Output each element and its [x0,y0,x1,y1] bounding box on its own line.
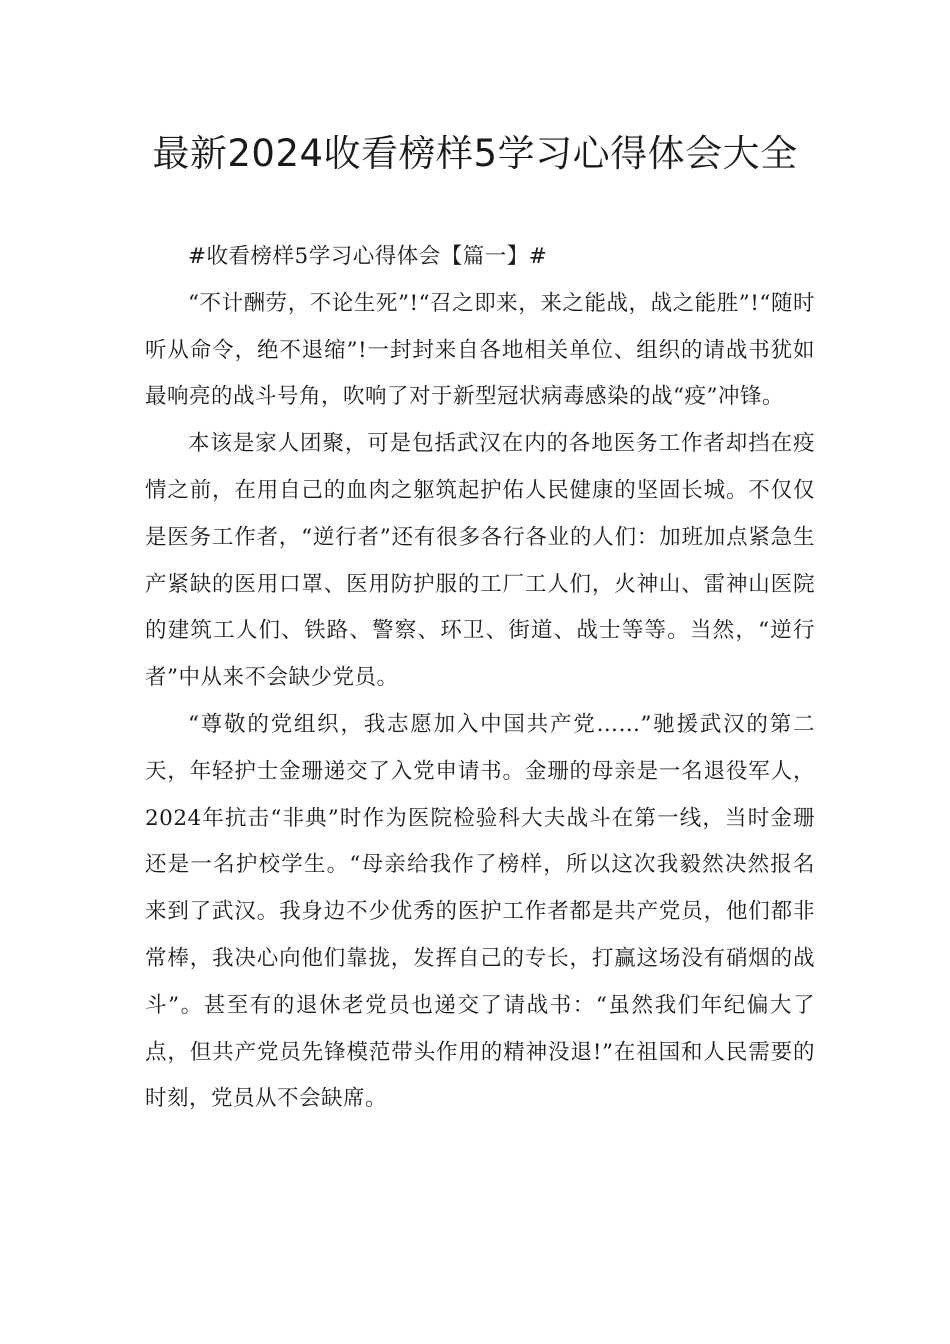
document-body [145,234,815,1123]
section-heading: #收看榜样5学习心得体会【篇一】# [188,244,548,269]
paragraph: 本该是家人团聚，可是包括武汉在内的各地医务工作者却挡在疫情之前，在用自己的血肉之躯筑起护佑人民健康的坚固长城。不仅仅是医务工作者，“逆行者”还有很多各行各业的人们：加班加点紧急生产紧缺的医用口罩、医用防护服的工厂工人们，火神山、雷神山医院的建筑工人们、铁路、警察、环卫、街道、战士等等。当然，“逆行者”中从来不会缺少党员。 [145,431,815,691]
document-title: 最新2024收看榜样5学习心得体会大全 [152,132,798,175]
paragraph: “不计酬劳，不论生死”!“召之即来，来之能战，战之能胜”!“随时听从命令，绝不退缩”!一封封来自各地相关单位、组织的请战书犹如最响亮的战斗号角，吹响了对于新型冠状病毒感染的战“疫”冲锋。 [145,290,815,410]
paragraph: “尊敬的党组织，我志愿加入中国共产党……”驰援武汉的第二天，年轻护士金珊递交了入党申请书。金珊的母亲是一名退役军人，2024年抗击“非典”时作为医院检验科大夫战斗在第一线，当时金珊还是一名护校学生。“母亲给我作了榜样，所以这次我毅然决然报名来到了武汉。我身边不少优秀的医护工作者都是共产党员，他们都非常棒，我决心向他们靠拢，发挥自己的专长，打赢这场没有硝烟的战斗”。甚至有的退休老党员也递交了请战书：“虽然我们年纪偏大了点，但共产党员先锋模范带头作用的精神没退!”在祖国和人民需要的时刻，党员从不会缺席。 [145,711,815,1112]
